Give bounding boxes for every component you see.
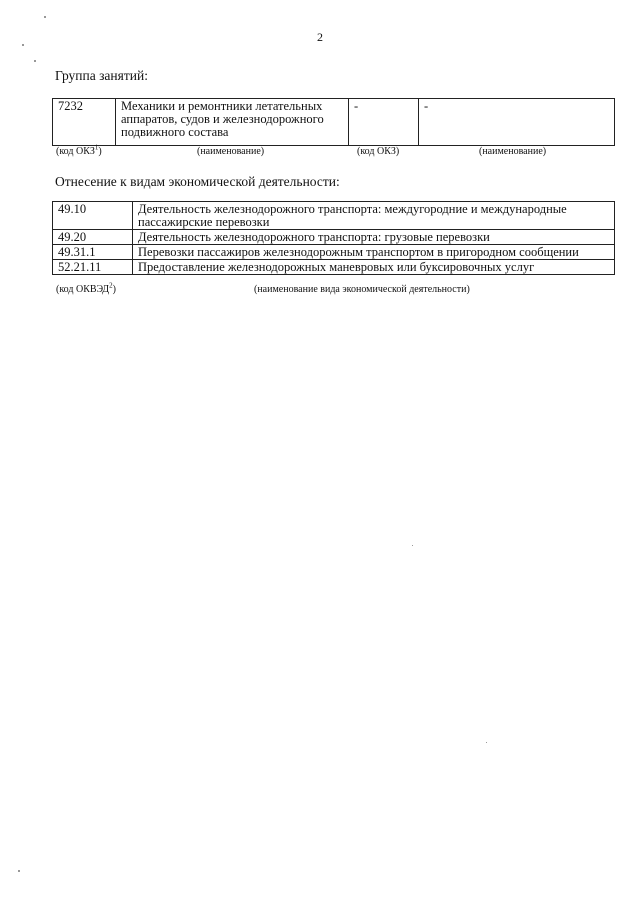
table-row [53,202,615,230]
occupation-name-cell: Механики и ремонтники летательных аппаратов, судов и железнодорожного подвижного состава [116,99,349,146]
table-row [53,99,615,146]
table-row [53,260,615,275]
caption-text: ) [98,146,102,157]
activity-name-cell: Деятельность железнодорожного транспорта: междугородние и международные пассажирские перевозки [133,202,615,230]
scan-speck [34,60,36,62]
activity-name-cell: Перевозки пассажиров железнодорожным транспортом в пригородном сообщении [133,245,615,260]
caption-text: (код ОКЗ [56,146,95,157]
okved-code-cell: 49.20 [53,230,133,245]
activity-name-cell: Деятельность железнодорожного транспорта: грузовые перевозки [133,230,615,245]
okved-code-cell: 49.10 [53,202,133,230]
okz-code-caption [56,143,102,157]
footnote-marker: 2 [109,281,113,290]
okved-code-cell: 52.21.11 [53,260,133,275]
okz-code-caption-2: (код ОКЗ) [357,146,400,157]
page-number: 2 [317,30,323,44]
activity-name-caption: (наименование вида экономической деятельности) [254,284,470,295]
table-row [53,230,615,245]
occupation-name-cell-2: - [419,99,615,146]
scan-speck [18,870,20,872]
scan-speck [412,545,413,546]
occupation-group-table [52,98,615,146]
okz-code-cell: 7232 [53,99,116,146]
occupation-group-title: Группа занятий: [55,68,148,83]
okz-code-cell-2: - [349,99,419,146]
occupation-name-caption: (наименование) [197,146,265,157]
scan-speck [486,742,487,743]
table-row [53,245,615,260]
economic-activity-title: Отнесение к видам экономической деятельности: [55,174,340,189]
okved-code-caption [56,281,116,295]
footnote-marker: 1 [94,143,99,152]
economic-activity-table [52,201,615,275]
okved-code-cell: 49.31.1 [53,245,133,260]
caption-text: ) [112,284,116,295]
activity-name-cell: Предоставление железнодорожных маневровых или буксировочных услуг [133,260,615,275]
occupation-name-caption-2: (наименование) [479,146,547,157]
scan-speck [44,16,46,18]
caption-text: (код ОКВЭД [56,284,110,295]
